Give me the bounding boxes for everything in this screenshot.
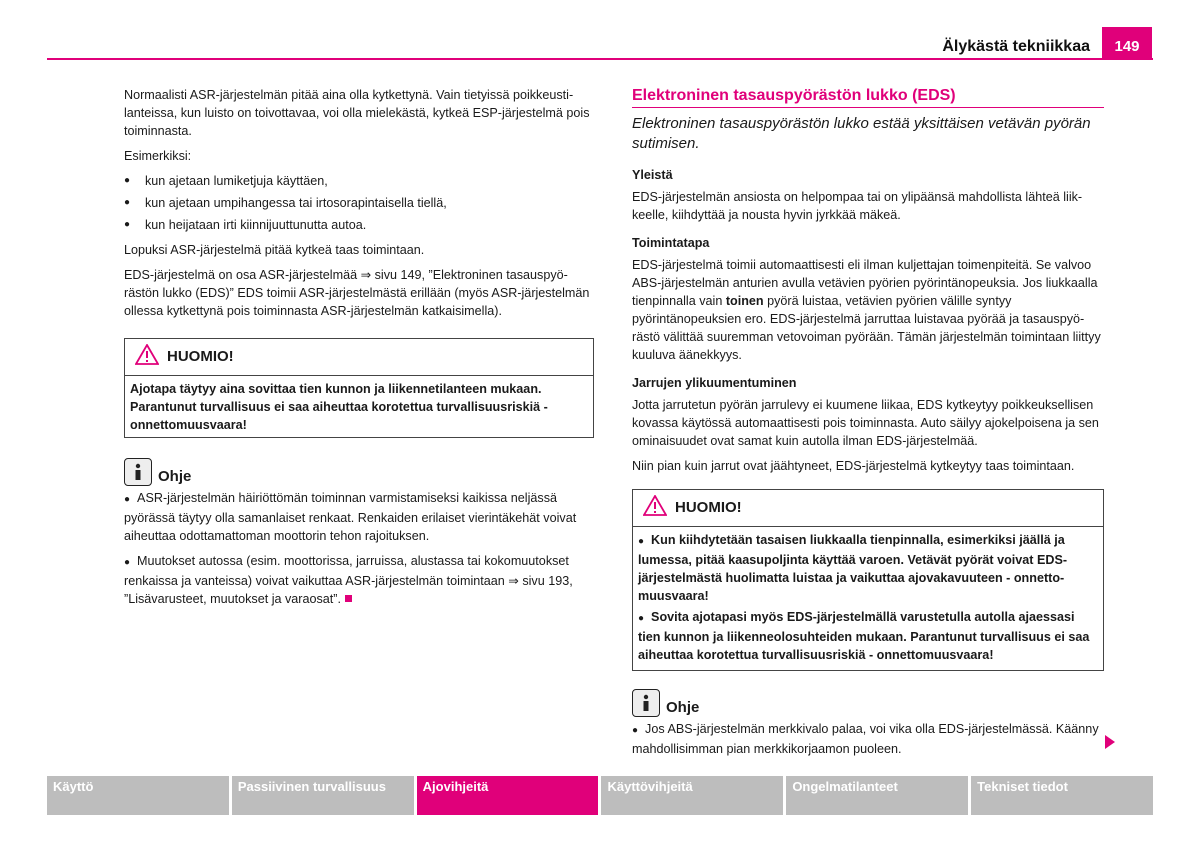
warning-item: [638, 608, 1098, 664]
footer-nav: [47, 776, 1153, 815]
list-item: ● kun ajetaan lumiketjuja käyttäen,: [124, 172, 594, 190]
subheading: Yleistä: [632, 168, 673, 182]
page-header-title: Älykästä tekniikkaa: [942, 38, 1090, 55]
note-header: [124, 458, 594, 486]
paragraph: Lopuksi ASR-järjestelmä pitää kytkeä taas toimintaan.: [124, 243, 425, 257]
paragraph: EDS-järjestelmän ansiosta on helpompaa tai on ylipäänsä mahdollista lähteä liik-keelle, kiihdyttää ja nousta hyvin jyrkkää mäkeä.: [632, 190, 1083, 222]
note-item: [124, 489, 594, 545]
note-item: [632, 720, 1104, 758]
bullet-list: [124, 172, 594, 234]
next-page-arrow-icon[interactable]: [1105, 735, 1115, 749]
note-header: [632, 689, 1104, 717]
paragraph-text: pyörä luistaa, vetävien pyörien välille syntyy pyörintänopeuksien ero. EDS-järjestelmä jarruttaa luistavaa pyörää ja tasauspyö-rästö välittää suuremman vetovoiman pyörään. Tämän järjestelmän toimintaan liittyy kuuluva äänekkyys.: [632, 294, 1101, 362]
tab-ajovihjeita[interactable]: Ajovihjeitä: [417, 776, 599, 815]
end-marker-icon: [345, 595, 352, 602]
emphasis-text: toinen: [725, 294, 764, 308]
tab-passiivinen-turvallisuus[interactable]: Passiivinen turvallisuus: [232, 776, 414, 815]
page-number: 149: [1102, 27, 1152, 60]
paragraph: EDS-järjestelmä on osa ASR-järjestelmää ⇒ sivu 149, ”Elektroninen tasauspyö-rästön lukko (EDS)” EDS toimii ASR-järjestelmästä erillään (myös ASR-järjestelmän ollessa kytkettynä pois toiminnasta ASR-järjestelmän katkaisimella).: [124, 268, 590, 318]
right-column: [632, 86, 1104, 765]
section-title: Elektroninen tasauspyörästön lukko (EDS): [632, 86, 1104, 108]
paragraph: Jotta jarrutetun pyörän jarrulevy ei kuumene liikaa, EDS kytkeytyy poikkeuksellisen kovassa käytössä automaattisesti pois toiminnasta. Auto säilyy ajokelpoisena ja sen ominaisuudet ovat samat kuin autolla ilman EDS-järjestelmää.: [632, 398, 1099, 448]
note-title: Ohje: [666, 699, 700, 716]
list-item: ● kun heijataan irti kiinnijuuttunutta autoa.: [124, 216, 594, 234]
bullet-icon: ●: [638, 536, 645, 547]
left-column: [124, 86, 594, 615]
note-item: [124, 552, 594, 608]
warning-triangle-icon: [135, 344, 159, 370]
bullet-icon: ●: [638, 613, 645, 624]
list-item: ● kun ajetaan umpihangessa tai irtosorapintaisella tiellä,: [124, 194, 594, 212]
note-item-text: Jos ABS-järjestelmän merkkivalo palaa, voi vika olla EDS-järjestelmässä. Käänny mahdollisimman pian merkkikorjaamon puoleen.: [632, 722, 1099, 756]
paragraph: Esimerkiksi:: [124, 149, 192, 163]
paragraph: Normaalisti ASR-järjestelmän pitää aina olla kytkettynä. Vain tietyissä poikkeusti-lanteissa, kun luisto on toivottavaa, voi olla mielekästä, kytkeä ESP-järjestelmä pois toiminnasta.: [124, 88, 590, 138]
subheading: Toimintatapa: [632, 236, 710, 250]
warning-item-text: Sovita ajotapasi myös EDS-järjestelmällä varustetulla autolla ajaessasi tien kunnon ja liikenneolosuhteiden mukaan. Parantunut turvallisuus ei saa aiheuttaa korotettua turvallisuusriskiä - onnettomuusvaara!: [638, 610, 1090, 662]
tab-ongelmatilanteet[interactable]: Ongelmatilanteet: [786, 776, 968, 815]
warning-box: [632, 489, 1104, 671]
tab-kayttovihjeita[interactable]: Käyttövihjeitä: [601, 776, 783, 815]
warning-triangle-icon: [643, 495, 667, 521]
warning-title: HUOMIO!: [167, 348, 234, 365]
warning-title: HUOMIO!: [675, 499, 742, 516]
warning-text: Ajotapa täytyy aina sovittaa tien kunnon ja liikennetilanteen mukaan. Parantunut turvallisuus ei saa aiheuttaa korotettua turvallisuusriskiä - onnettomuusvaara!: [130, 382, 548, 432]
tab-tekniset-tiedot[interactable]: Tekniset tiedot: [971, 776, 1153, 815]
info-icon: [632, 689, 660, 717]
bullet-icon: ●: [124, 557, 131, 568]
paragraph: Niin pian kuin jarrut ovat jäähtyneet, EDS-järjestelmä kytkeytyy taas toimintaan.: [632, 459, 1075, 473]
note-item-text: Muutokset autossa (esim. moottorissa, jarruissa, alustassa tai kokomuutokset renkaissa ja vanteissa) voivat vaikuttaa ASR-järjestelmän toimintaan ⇒ sivu 193, ”Lisävarusteet, muutokset ja varaosat”.: [124, 554, 573, 606]
bullet-icon: ●: [632, 725, 639, 736]
bullet-icon: ●: [124, 494, 131, 505]
section-lead: Elektroninen tasauspyörästön lukko estää yksittäisen vetävän pyörän sutimisen.: [632, 115, 1091, 152]
paragraph-text: EDS-järjestelmä toimii automaattisesti eli ilman kuljettajan toimenpiteitä. Se valvoo ABS-järjestelmän anturien avulla vetävien pyörien pyörintänopeuksia. Jos liukkaalla tienpinnalla vain: [632, 258, 1098, 308]
tab-kaytto[interactable]: Käyttö: [47, 776, 229, 815]
header-divider: [47, 58, 1153, 60]
note-item-text: ASR-järjestelmän häiriöttömän toiminnan varmistamiseksi kaikissa neljässä pyörässä täytyy olla samanlaiset renkaat. Renkaiden erilaiset vierintäkehät voivat aiheuttaa odottamattoman moottorin tehon rajoituksen.: [124, 491, 577, 543]
warning-box: [124, 338, 594, 438]
warning-body: [633, 527, 1103, 670]
warning-item-text: Kun kiihdytetään tasaisen liukkaalla tienpinnalla, esimerkiksi jäällä ja lumessa, pitää kaasupoljinta käyttää varoen. Vetävät pyörät voivat EDS-järjestelmästä huolimatta luistaa ja vaikuttaa ajovakavuuteen - onnetto-muusvaara!: [638, 533, 1068, 603]
paragraph: [632, 256, 1104, 364]
warning-header: [633, 490, 1103, 527]
note-title: Ohje: [158, 468, 192, 485]
info-icon: [124, 458, 152, 486]
subheading: Jarrujen ylikuumentuminen: [632, 376, 797, 390]
warning-header: [125, 339, 593, 376]
warning-item: [638, 531, 1098, 605]
